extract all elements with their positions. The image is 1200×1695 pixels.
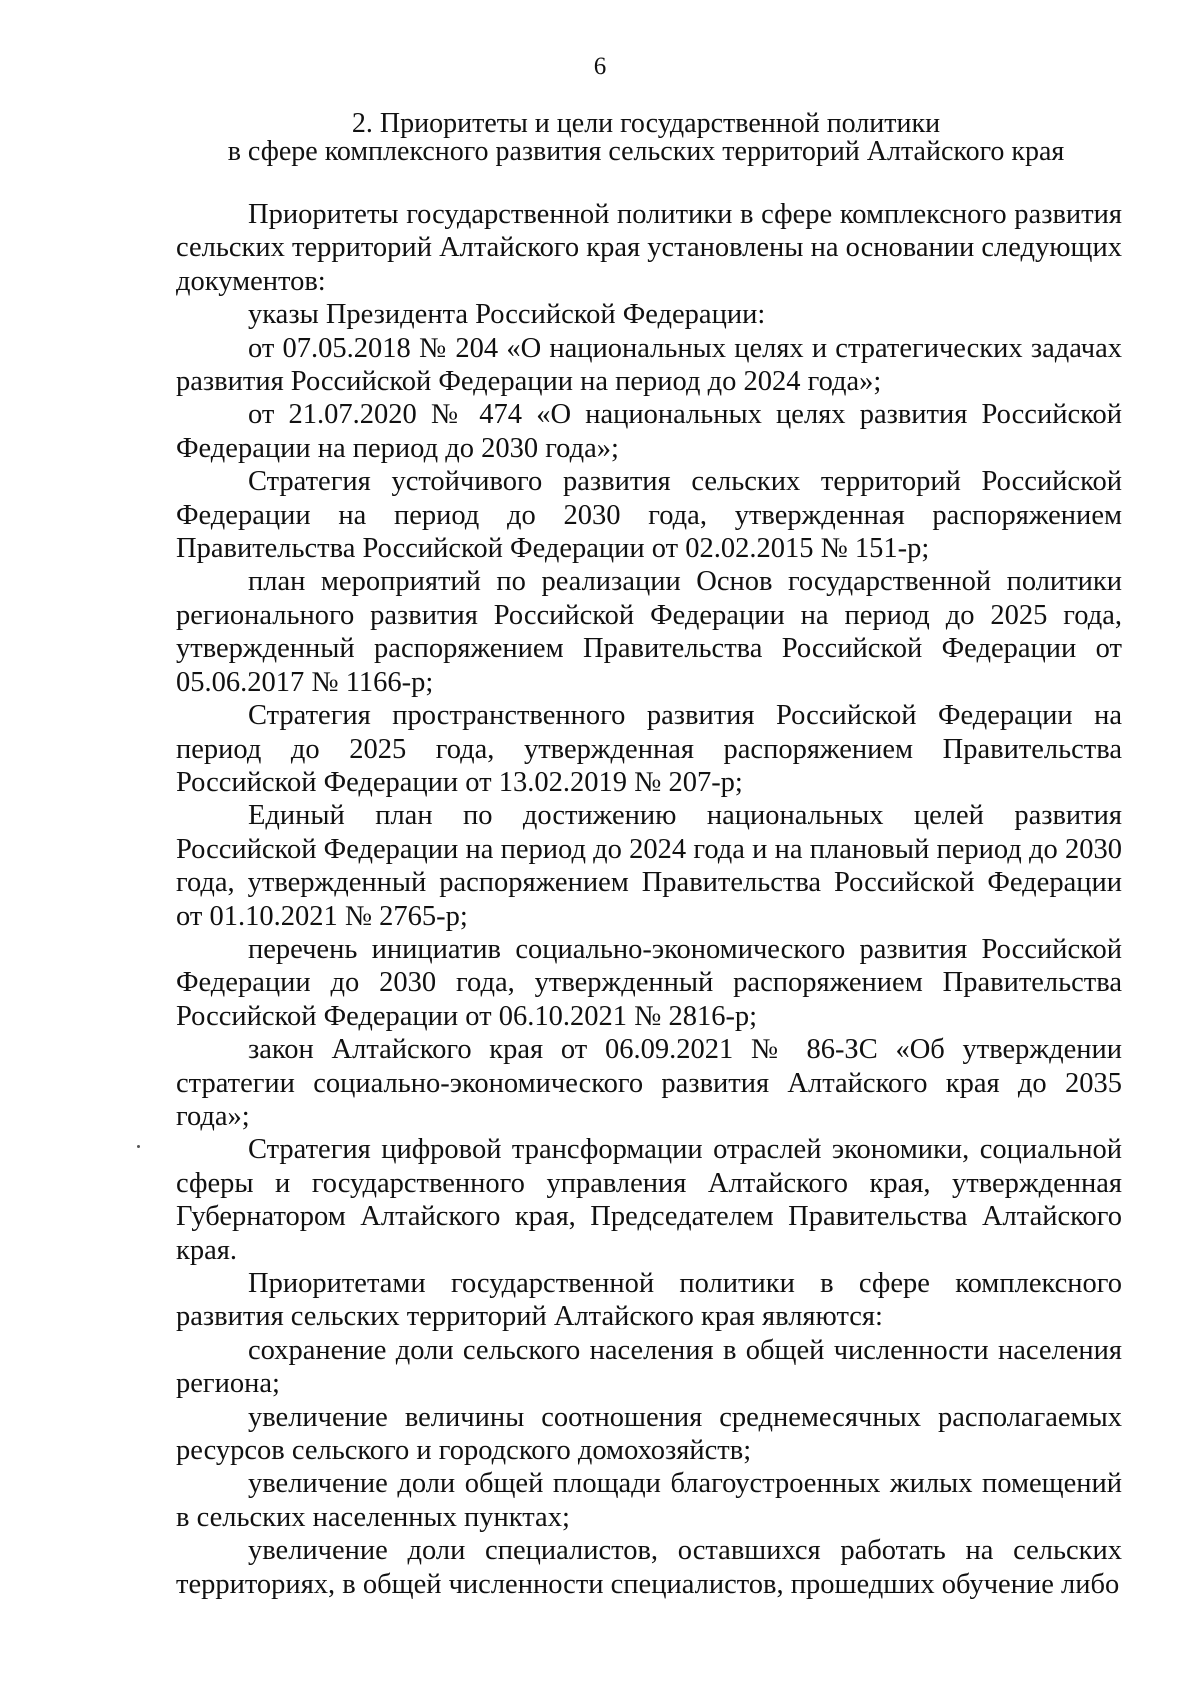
paragraph-intro: Приоритеты государственной политики в сфере комплексного развития сельских территорий Алтайского края установлены на основании следующих документов: xyxy=(176,199,1122,297)
paragraph-priorities-intro: Приоритетами государственной политики в сфере комплексного развития сельских территорий Алтайского края являются: xyxy=(176,1268,1122,1333)
paragraph-priority-resources: увеличение величины соотношения среднемесячных располагаемых ресурсов сельского и городского домохозяйств; xyxy=(176,1401,1122,1467)
section-title xyxy=(150,110,1142,166)
paragraph-digital-strategy: Стратегия цифровой трансформации отраслей экономики, социальной сферы и государственного управления Алтайского края, утвержденная Губернатором Алтайского края, Председателем Правительства Алтайского края. xyxy=(176,1134,1122,1266)
paragraph-priority-housing: увеличение доли общей площади благоустроенных жилых помещений в сельских населенных пунктах; xyxy=(176,1468,1122,1533)
paragraph-initiatives-list: перечень инициатив социально-экономического развития Российской Федерации до 2030 года, утвержденный распоряжением Правительства Российской Федерации от 06.10.2021 № 2816-р; xyxy=(176,933,1122,1032)
scan-speck xyxy=(137,1145,140,1148)
paragraph-decree-204: от 07.05.2018 № 204 «О национальных целях и стратегических задачах развития Российской Федерации на период до 2024 года»; xyxy=(176,332,1122,398)
paragraph-rural-strategy: Стратегия устойчивого развития сельских территорий Российской Федерации на период до 2030 года, утвержденная распоряжением Правительства Российской Федерации от 02.02.2015 № 151-р; xyxy=(176,466,1122,565)
paragraph-spatial-strategy: Стратегия пространственного развития Российской Федерации на период до 2025 года, утвержденная распоряжением Правительства Российской Федерации от 13.02.2019 № 207-р; xyxy=(176,700,1122,798)
paragraph-decree-474: от 21.07.2020 № 474 «О национальных целях развития Российской Федерации на период до 2030 года»; xyxy=(176,399,1122,464)
paragraph-decrees-heading: указы Президента Российской Федерации: xyxy=(248,299,766,331)
paragraph-altai-law: закон Алтайского края от 06.09.2021 № 86-ЗС «Об утверждении стратегии социально-экономического развития Алтайского края до 2035 года»; xyxy=(176,1034,1122,1132)
body-text xyxy=(176,198,1122,1601)
section-title-line-2: в сфере комплексного развития сельских территорий Алтайского края xyxy=(227,136,1065,167)
page-number: 6 xyxy=(593,53,607,80)
paragraph-priority-specialists: увеличение доли специалистов, оставшихся работать на сельских территориях, в общей численности специалистов, прошедших обучение либо xyxy=(176,1535,1122,1600)
paragraph-unified-plan: Единый план по достижению национальных целей развития Российской Федерации на период до 2024 года и на плановый период до 2030 года, утвержденный распоряжением Правительства Российской Федерации от 01.10.2021 № 2765-р; xyxy=(176,800,1122,932)
paragraph-regional-plan: план мероприятий по реализации Основ государственной политики регионального развития Российской Федерации на период до 2025 года, утвержденный распоряжением Правительства Российской Федерации от 05.06.2017 № 1166-р; xyxy=(176,566,1122,698)
paragraph-priority-population: сохранение доли сельского населения в общей численности населения региона; xyxy=(176,1334,1122,1400)
section-title-line-1: 2. Приоритеты и цели государственной политики xyxy=(351,108,941,139)
